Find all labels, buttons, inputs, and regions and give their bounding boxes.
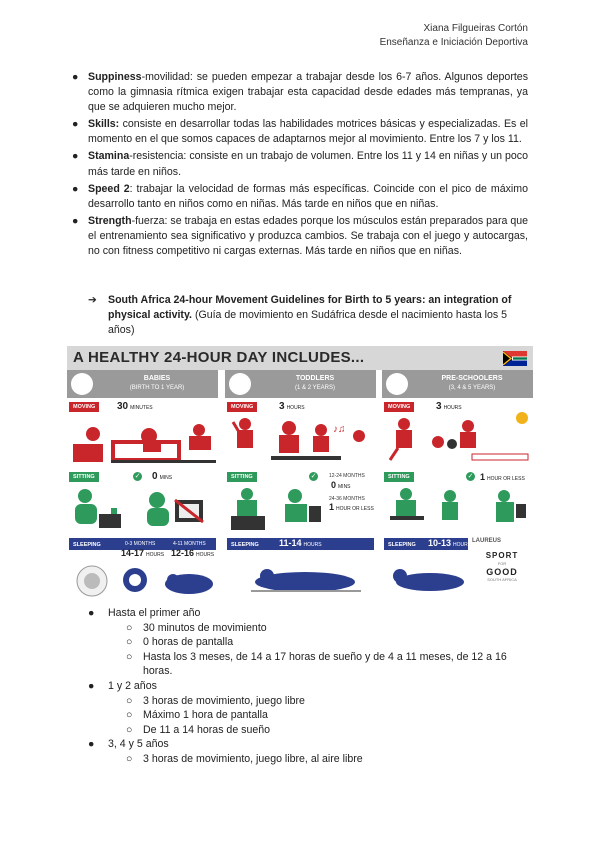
- column-title: BABIES: [143, 375, 171, 382]
- logo-line: FOR: [497, 561, 507, 566]
- sleeping-row: [382, 538, 533, 600]
- sleeping-row: [225, 538, 376, 600]
- sleep-value-a: 14-17: [121, 548, 145, 558]
- university-logo-icon: [75, 564, 109, 598]
- description: -resistencia: consiste en un trabajo de volumen. Entre los 11 y 14 en niñas y un poco más tarde en niños.: [88, 150, 528, 178]
- list-item: ○ 0 horas de pantalla: [126, 636, 234, 649]
- sleeping-label: SLEEPING: [227, 540, 263, 550]
- list-item: ● 1 y 2 años: [88, 679, 157, 692]
- list-item: ● Speed 2: trabajar la velocidad de formas más específicas. Coincide con el pico de máximo desarrollo tanto en niños como en niñas. Más tarde en niños que en niñas.: [72, 182, 528, 210]
- sitting-value-b: 1: [329, 502, 335, 512]
- toddler-icon: [229, 373, 251, 395]
- moving-label: MOVING: [69, 402, 99, 412]
- check-icon: ✓: [134, 473, 141, 480]
- moving-unit: HOURS: [443, 405, 462, 411]
- sleep-value: 11-14: [279, 538, 302, 548]
- sitting-note-b: 24-36 MONTHS: [329, 496, 365, 502]
- moving-row: [382, 400, 533, 466]
- sitting-unit-b: HOUR OR LESS: [336, 506, 374, 512]
- infographic: [67, 346, 533, 602]
- column-header: [225, 370, 376, 398]
- column-title: TODDLERS: [295, 375, 335, 382]
- moving-label: MOVING: [384, 402, 414, 412]
- moving-label: MOVING: [227, 402, 257, 412]
- check-icon: ✓: [310, 473, 317, 480]
- column-toddlers: [225, 370, 376, 602]
- list-item: ● Hasta el primer año: [88, 607, 201, 619]
- sitting-label: SITTING: [384, 472, 414, 482]
- heading-bold: South Africa 24-hour Movement Guidelines for Birth to 5 years: an integration of physical activity.: [108, 294, 512, 321]
- moving-value: 30: [117, 401, 129, 412]
- moving-unit: MINUTES: [130, 405, 153, 411]
- list-item: ● Suppiness-movilidad: se pueden empezar a trabajar desde los 6-7 años. Algunos deportes como la gimnasia rítmica exigen trabajar esta capacidad desde edades más tempranas, ya que se adquieren mucho mejor.: [72, 71, 528, 114]
- list-item: ○ Máximo 1 hora de pantalla: [126, 709, 268, 722]
- logo-line: SPORT: [485, 551, 519, 560]
- babies-sleeping-illustration: [117, 562, 217, 598]
- list-item: ○ Hasta los 3 meses, de 14 a 17 horas de sueño y de 4 a 11 meses, de 12 a 16 horas.: [126, 650, 507, 678]
- sitting-row: [67, 470, 218, 534]
- item-text: 30 minutos de movimiento: [143, 621, 267, 634]
- sitting-row: [382, 470, 533, 534]
- description: consiste en desarrollar todas las habilidades motrices básicas y especializadas. Es el momento en el que somos capaces de adaptarnos mejor al movimiento. Entre los 7 y los 11.: [88, 118, 528, 146]
- term: Strength: [88, 214, 132, 227]
- guidelines-heading: [88, 293, 528, 338]
- sleep-value-b: 12-16: [171, 548, 195, 558]
- sleep-unit: HOURS: [453, 542, 472, 548]
- sitting-unit: MINS: [159, 475, 173, 481]
- column-title: PRE-SCHOOLERS: [441, 375, 503, 382]
- item-text: Máximo 1 hora de pantalla: [143, 709, 268, 722]
- moving-value: 3: [279, 401, 285, 412]
- sleep-unit: HOURS: [146, 552, 165, 558]
- moving-row: [67, 400, 218, 466]
- sport-for-good-logo: [474, 552, 530, 584]
- sitting-unit: MINS: [338, 484, 351, 490]
- column-subtitle: (3, 4 & 5 YEARS): [448, 385, 496, 391]
- item-text: 3, 4 y 5 años: [108, 738, 169, 751]
- infographic-header: [67, 346, 533, 370]
- baby-icon: [71, 373, 93, 395]
- list-item: ● Skills: consiste en desarrollar todas las habilidades motrices básicas y especializadas. Es el momento en el que somos capaces de adaptarnos mejor al movimiento. Entre los 7 y los 11.: [72, 118, 528, 146]
- description: -movilidad: se pueden empezar a trabajar desde los 6-7 años. Algunos deportes como la gimnasia rítmica exigen trabajar esta capacidad desde edades más tempranas, ya que se adquieren mucho mejor.: [88, 71, 528, 114]
- item-text: 0 horas de pantalla: [143, 636, 234, 649]
- toddlers-moving-illustration: [229, 416, 374, 464]
- column-subtitle: (1 & 2 YEARS): [295, 385, 335, 391]
- babies-sitting-illustration: [71, 486, 216, 532]
- page-header: [380, 22, 528, 50]
- toddlers-sleeping-illustration: [245, 562, 365, 594]
- svg-text:♪♫: ♪♫: [333, 424, 346, 435]
- infographic-title: A HEALTHY 24-HOUR DAY INCLUDES...: [73, 349, 365, 366]
- sitting-value: 0: [152, 471, 158, 482]
- list-item: ● Strength-fuerza: se trabaja en estas edades porque los músculos están preparados para que el entrenamiento sea significativo y produzca cambios. Se trabaja con el juego y autocargas, no con fitness competitivo ni cargas externas. Más tarde en niños que en niñas.: [72, 214, 528, 258]
- babies-moving-illustration: [71, 416, 216, 464]
- sitting-value: 0: [331, 480, 337, 490]
- item-text: 1 y 2 años: [108, 679, 157, 692]
- item-text: De 11 a 14 horas de sueño: [143, 723, 271, 736]
- author-name: Xiana Filgueiras Cortón: [423, 23, 528, 34]
- column-preschoolers: [382, 370, 533, 602]
- sleep-unit: HOURS: [196, 552, 215, 558]
- sleep-unit: HOURS: [303, 542, 322, 548]
- sleeping-row: [67, 538, 218, 600]
- list-item: ○ 3 horas de movimiento, juego libre, al aire libre: [126, 752, 363, 765]
- item-text: Hasta los 3 meses, de 14 a 17 horas de sueño y de 4 a 11 meses, de 12 a 16 horas.: [143, 650, 507, 678]
- column-babies: [67, 370, 218, 602]
- list-item: ○ De 11 a 14 horas de sueño: [126, 723, 271, 736]
- check-icon: ✓: [467, 473, 474, 480]
- logo-line: GOOD: [486, 567, 518, 577]
- sitting-note-a: 12-24 MONTHS: [329, 473, 365, 479]
- sleep-note-b: 4-11 MONTHS: [173, 541, 206, 547]
- moving-row: [225, 400, 376, 466]
- list-item: ○ 30 minutos de movimiento: [126, 621, 267, 634]
- arrow-icon: ➔: [88, 294, 97, 306]
- moving-unit: HOURS: [286, 405, 305, 411]
- capacities-list: [72, 70, 528, 261]
- sleeping-label: SLEEPING: [69, 540, 105, 550]
- list-item: ● Stamina-resistencia: consiste en un trabajo de volumen. Entre los 11 y 14 en niñas y un poco más tarde en niños.: [72, 150, 528, 178]
- item-text: 3 horas de movimiento, juego libre, al aire libre: [143, 752, 363, 765]
- preschooler-icon: [386, 373, 408, 395]
- term: Skills:: [88, 118, 120, 131]
- description: : trabajar la velocidad de formas más específicas. Coincide con el pico de máximo desarrollo tanto en niños como en niñas. Más tarde en niños que en niñas.: [88, 182, 528, 210]
- heading-rest: (Guía de movimiento en Sudáfrica desde el nacimiento hasta los 5 años): [108, 309, 508, 336]
- moving-value: 3: [436, 401, 442, 412]
- sleeping-label: SLEEPING: [384, 540, 420, 550]
- course-name: Enseñanza e Iniciación Deportiva: [379, 37, 528, 48]
- description: -fuerza: se trabaja en estas edades porque los músculos están preparados para que el entrenamiento sea significativo y produzca cambios. Se trabaja con el juego y autocargas, no con fitness competitivo ni cargas externas. Más tarde en niños que en niñas.: [88, 214, 528, 258]
- sitting-row: [225, 470, 376, 534]
- term: Speed 2: [88, 182, 130, 195]
- preschoolers-sitting-illustration: [386, 486, 531, 532]
- list-item: ○ 3 horas de movimiento, juego libre: [126, 694, 305, 707]
- logo-line: SOUTH AFRICA: [487, 577, 517, 582]
- sleep-note-a: 0-3 MONTHS: [125, 541, 156, 547]
- column-header: [67, 370, 218, 398]
- item-text: 3 horas de movimiento, juego libre: [143, 694, 305, 707]
- sitting-label: SITTING: [69, 472, 99, 482]
- item-text: Hasta el primer año: [108, 607, 201, 619]
- preschoolers-moving-illustration: [386, 408, 531, 464]
- term: Suppiness: [88, 71, 142, 83]
- sleep-value: 10-13: [428, 538, 452, 548]
- toddlers-sitting-illustration: [229, 486, 325, 532]
- laureus-logo: LAUREUS: [472, 538, 502, 544]
- sitting-unit: HOUR OR LESS: [487, 476, 525, 482]
- column-subtitle: (BIRTH TO 1 YEAR): [129, 385, 185, 391]
- south-africa-flag-icon: [503, 351, 527, 366]
- sitting-value: 1: [480, 472, 486, 482]
- sitting-label: SITTING: [227, 472, 257, 482]
- column-header: [382, 370, 533, 398]
- age-summary-list: [88, 606, 528, 767]
- list-item: ● 3, 4 y 5 años: [88, 738, 169, 751]
- preschoolers-sleeping-illustration: [386, 560, 470, 596]
- term: Stamina: [88, 150, 130, 163]
